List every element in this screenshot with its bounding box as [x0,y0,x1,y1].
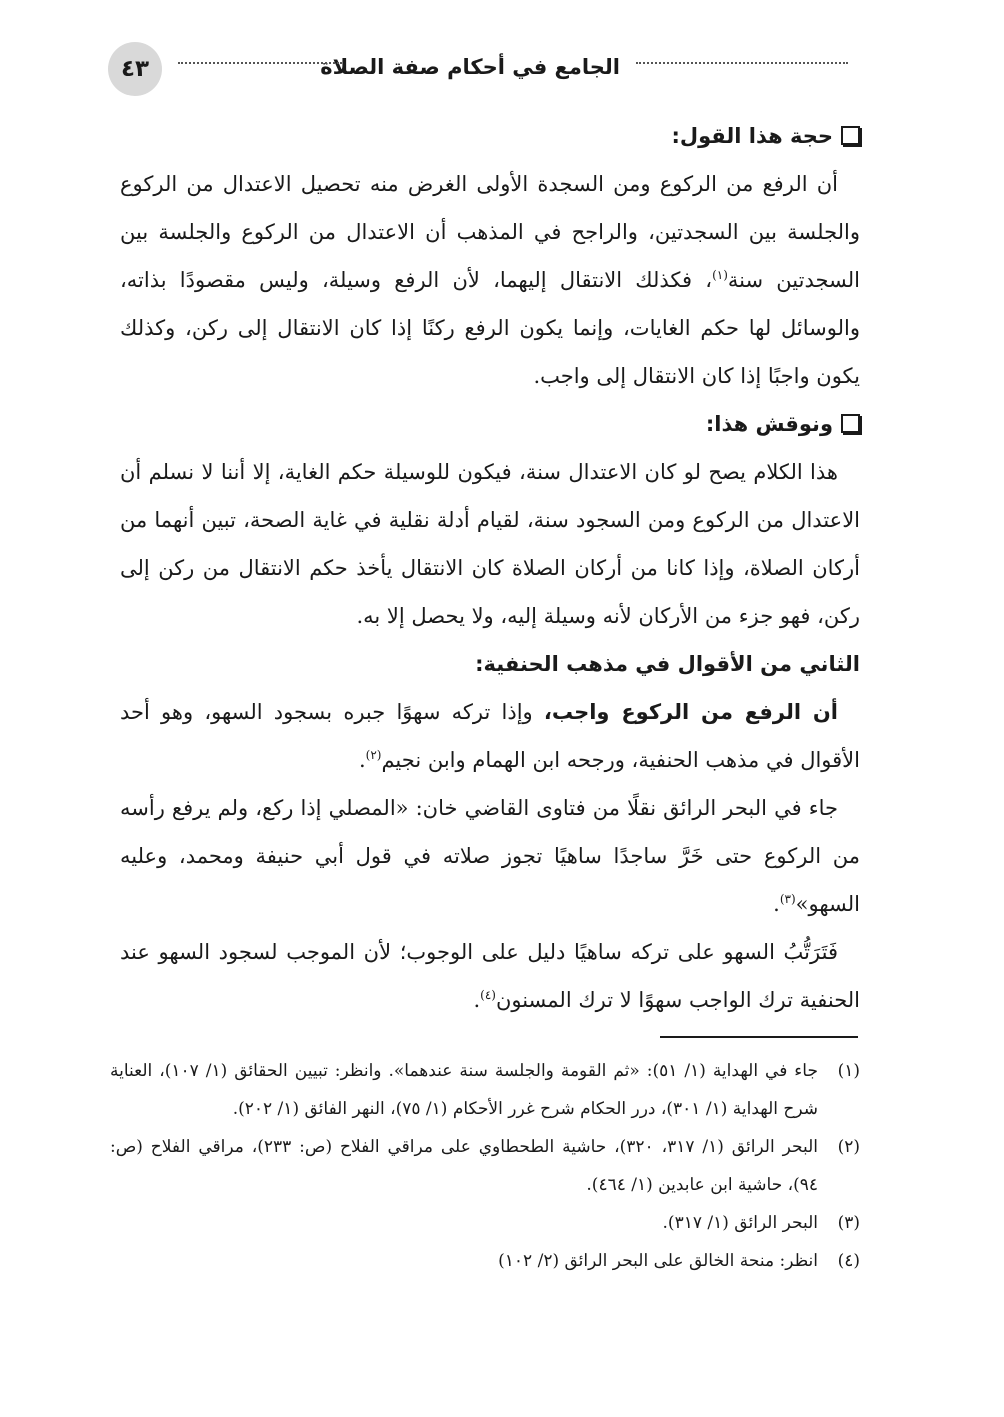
section-heading-second-opinion: الثاني من الأقوال في مذهب الحنفية: [475,652,860,676]
section-heading-evidence: حجة هذا القول: [120,112,860,160]
footnotes [110,1052,860,1280]
header-dotted-leader-right [636,62,848,64]
page-header [108,42,848,102]
footnote-text: البحر الرائق (١/ ٣١٧). [662,1213,818,1233]
footnote-number: (٣) [837,1213,860,1233]
paragraph-discussion: هذا الكلام يصح لو كان الاعتدال سنة، فيكون للوسيلة حكم الغاية، إلا أننا لا نسلم أن الاعتدال من الركوع ومن السجود سنة، لقيام أدلة نقلية في غاية الصحة، تبين أنهما من أركان الصلاة، وإذا كانا من أركان الصلاة كان الانتقال يأخذ حكم الانتقال من ركن إلى ركن، فهو جزء من الأركان لأنه وسيلة إليه، ولا يحصل إلا به. [120,460,860,628]
section-heading-discussion: ونوقش هذا: [120,400,860,448]
paragraph-evidence: أن الرفع من الركوع ومن السجدة الأولى الغرض منه تحصيل الاعتدال من الركوع والجلسة بين السجدتين، والراجح في المذهب أن الاعتدال من الركوع والجلسة بين السجدتين سنة$^{(١)}$، فكذلك الانتقال إليهما، لأن الرفع وسيلة، وليس مقصودًا بذاته، والوسائل لها حكم الغايات، وإنما يكون الرفع ركنًا إذا كان الانتقال إلى ركن، وكذلك يكون واجبًا إذا كان الانتقال إلى واجب. [120,172,860,388]
footnote-ref-3[interactable]: (٣) [779,892,796,906]
footnote-number: (٢) [837,1137,860,1157]
checkbox-square-icon [841,414,860,433]
footnote-item [110,1052,860,1128]
running-title: الجامع في أحكام صفة الصلاة [320,55,620,79]
paragraph-quote: جاء في البحر الرائق نقلًا من فتاوى القاضي خان: «المصلي إذا ركع، ولم يرفع رأسه من الركوع حتى خَرَّ ساجدًا ساهيًا تجوز صلاته في قول أبي حنيفة ومحمد، وعليه السهو»$^{(٣)}$. [120,796,860,916]
paragraph-conclusion: فَتَرَتُّبُ السهو على تركه ساهيًا دليل على الوجوب؛ لأن الموجب لسجود السهو عند الحنفية ترك الواجب سهوًا لا ترك المسنون$^{(٤)}$. [120,940,860,1012]
page-number-badge: ٤٣ [108,42,162,96]
footnote-ref-2[interactable]: (٢) [365,748,382,762]
main-text [120,112,860,1024]
header-dotted-leader-left [178,62,342,64]
footnote-number: (١) [837,1061,860,1081]
footnote-item [110,1242,860,1280]
footnote-item [110,1204,860,1242]
footnote-ref-1[interactable]: (١) [712,268,728,282]
footnote-ref-4[interactable]: (٤) [480,988,496,1002]
checkbox-square-icon [841,126,860,145]
footnote-separator [660,1036,858,1038]
paragraph-second-opinion: أن الرفع من الركوع واجب، وإذا تركه سهوًا جبره بسجود السهو، وهو أحد الأقوال في مذهب الحنفية، ورجحه ابن الهمام وابن نجيم$^{(٢)}$. [120,700,860,772]
footnote-text: البحر الرائق (١/ ٣١٧، ٣٢٠)، حاشية الطحطاوي على مراقي الفلاح (ص: ٢٣٣)، مراقي الفلاح (ص: ٩٤)، حاشية ابن عابدين (١/ ٤٦٤). [110,1137,818,1195]
footnote-text: جاء في الهداية (١/ ٥١): «ثم القومة والجلسة سنة عندهما». وانظر: تبيين الحقائق (١/ ١٠٧)، العناية شرح الهداية (١/ ٣٠١)، درر الحكام شرح غرر الأحكام (١/ ٧٥)، النهر الفائق (١/ ٢٠٢). [110,1061,818,1119]
footnote-item [110,1128,860,1204]
footnote-text: انظر: منحة الخالق على البحر الرائق (٢/ ١٠٢) [498,1251,818,1271]
footnote-number: (٤) [837,1251,860,1271]
